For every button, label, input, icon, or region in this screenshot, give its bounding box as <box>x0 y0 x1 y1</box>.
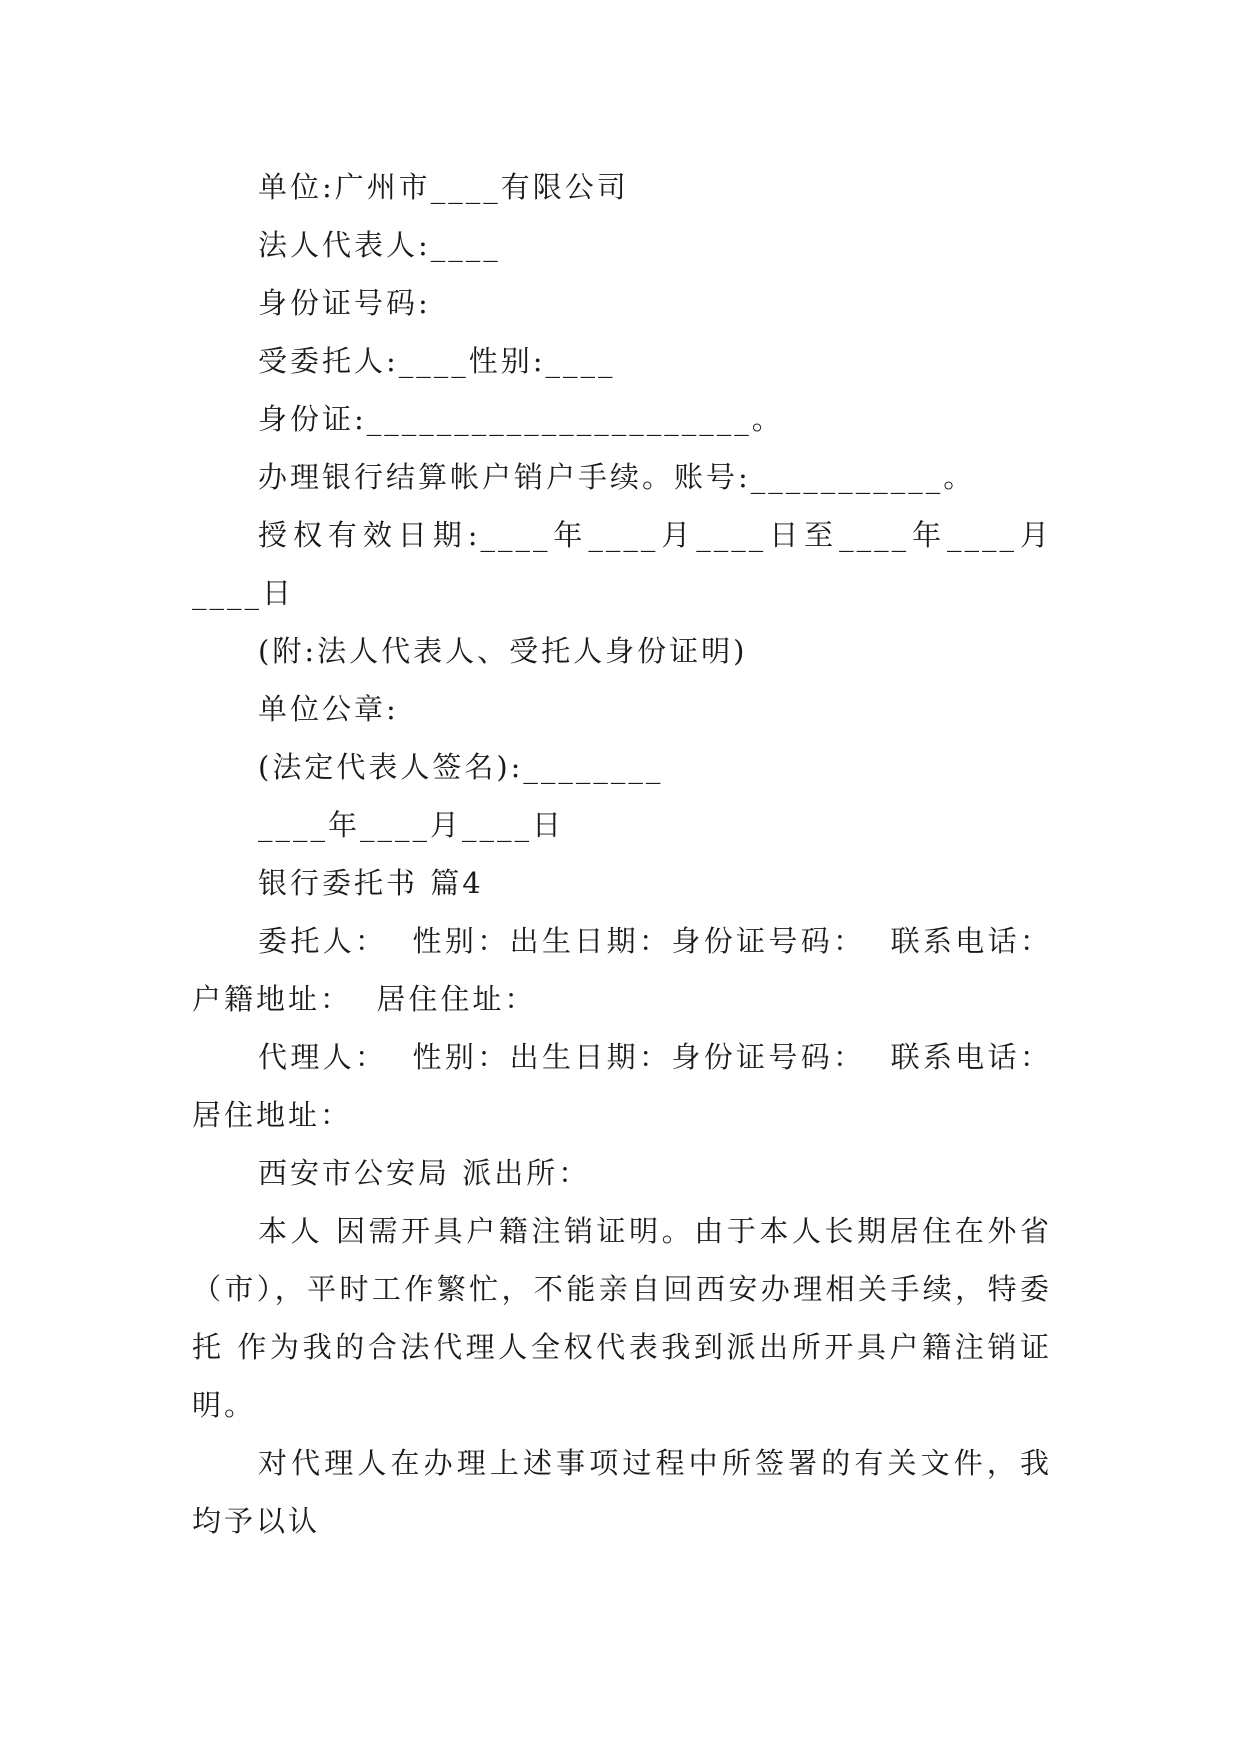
unit-line: 单位:广州市____有限公司 <box>258 170 629 204</box>
id-card-line: 身份证:______________________。 <box>258 402 784 436</box>
addressee-line: 西安市公安局 派出所： <box>258 1156 591 1190</box>
section-title: 银行委托书 篇4 <box>258 866 484 900</box>
id-number-line: 身份证号码: <box>258 286 431 320</box>
legal-representative-line: 法人代表人:____ <box>258 228 501 262</box>
account-closing-line: 办理银行结算帐户销户手续。账号:___________。 <box>258 460 976 494</box>
agent-info: 代理人： 性别：出生日期：身份证号码： 联系电话：居住地址： <box>192 1040 1052 1132</box>
acknowledgement-line: 对代理人在办理上述事项过程中所签署的有关文件，我均予以认 <box>192 1446 1052 1538</box>
principal-info: 委托人： 性别：出生日期：身份证号码： 联系电话：户籍地址： 居住住址： <box>192 924 1052 1016</box>
representative-signature-line: (法定代表人签名):________ <box>258 750 664 784</box>
attachment-note: (附:法人代表人、受托人身份证明) <box>258 634 748 668</box>
date-line: ____年____月____日 <box>258 808 565 842</box>
trustee-gender-line: 受委托人:____性别:____ <box>258 344 616 378</box>
document-body <box>192 158 1052 1550</box>
company-seal-line: 单位公章: <box>258 692 399 726</box>
authorization-period-line: 授权有效日期:____年____月____日至____年____月____日 <box>192 518 1052 610</box>
entrustment-body: 本人 因需开具户籍注销证明。由于本人长期居住在外省（市），平时工作繁忙，不能亲自回西安办理相关手续，特委托 作为我的合法代理人全权代表我到派出所开具户籍注销证明。 <box>192 1214 1052 1422</box>
